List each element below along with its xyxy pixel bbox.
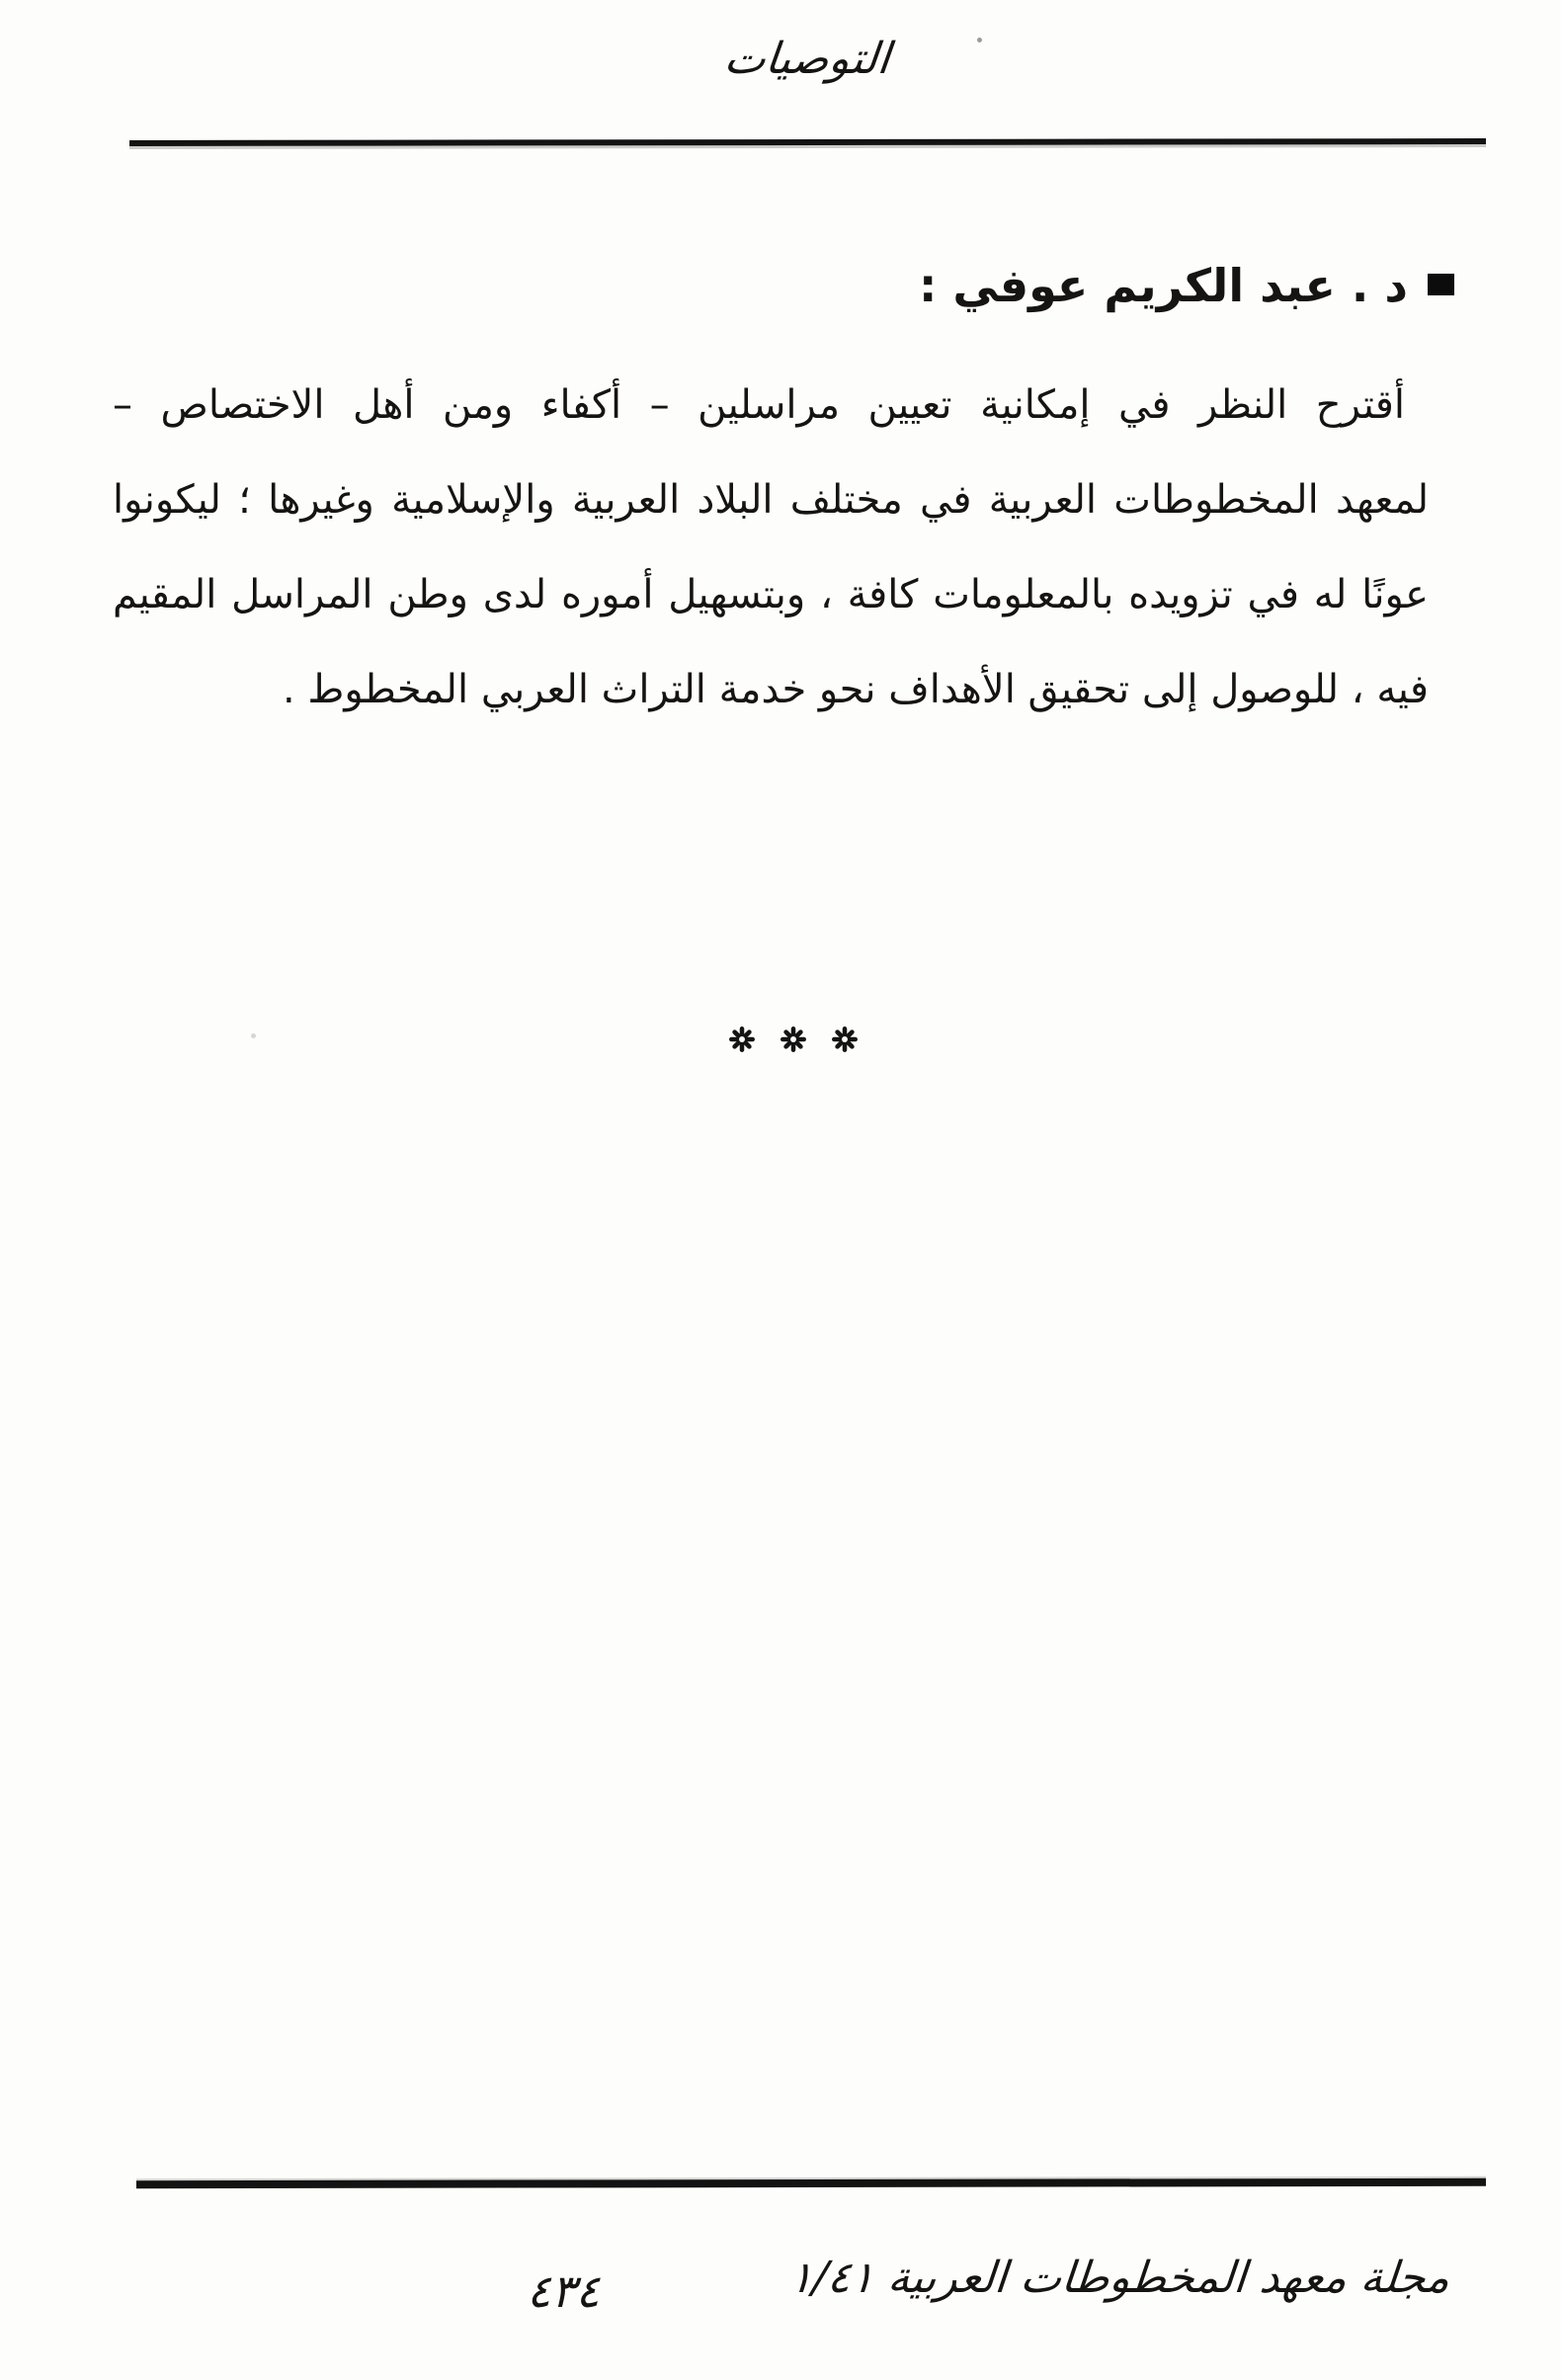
asterisk-icon xyxy=(728,1026,756,1053)
asterisk-divider xyxy=(728,1026,859,1053)
author-heading xyxy=(919,251,1454,320)
author-heading-text: د . عبد الكريم عوفي : xyxy=(919,259,1408,312)
header-rule xyxy=(129,138,1486,146)
square-bullet-icon xyxy=(1428,274,1454,295)
page-number: ٤٣٤ xyxy=(527,2264,601,2318)
footer-rule xyxy=(136,2178,1486,2188)
scan-speck xyxy=(251,1033,256,1038)
paragraph-line-4: فيه ، للوصول إلى تحقيق الأهداف نحو خدمة التراث العربي المخطوط . xyxy=(282,667,1429,712)
asterisk-icon xyxy=(831,1026,859,1053)
paragraph-line-1: أقترح النظر في إمكانية تعيين مراسلين – أكفاء ومن أهل الاختصاص – xyxy=(113,382,1405,428)
paragraph-line-3: عونًا له في تزويده بالمعلومات كافة ، وبتسهيل أموره لدى وطن المراسل المقيم xyxy=(113,572,1429,617)
recommendation-paragraph xyxy=(113,358,1429,737)
paragraph-line-2: لمعهد المخطوطات العربية في مختلف البلاد العربية والإسلامية وغيرها ؛ ليكونوا xyxy=(113,477,1429,523)
scan-speck xyxy=(977,38,982,42)
asterisk-icon xyxy=(780,1026,807,1053)
running-header-title: التوصيات xyxy=(721,34,893,84)
journal-title: مجلة معهد المخطوطات العربية ١/٤١ xyxy=(786,2253,1452,2303)
